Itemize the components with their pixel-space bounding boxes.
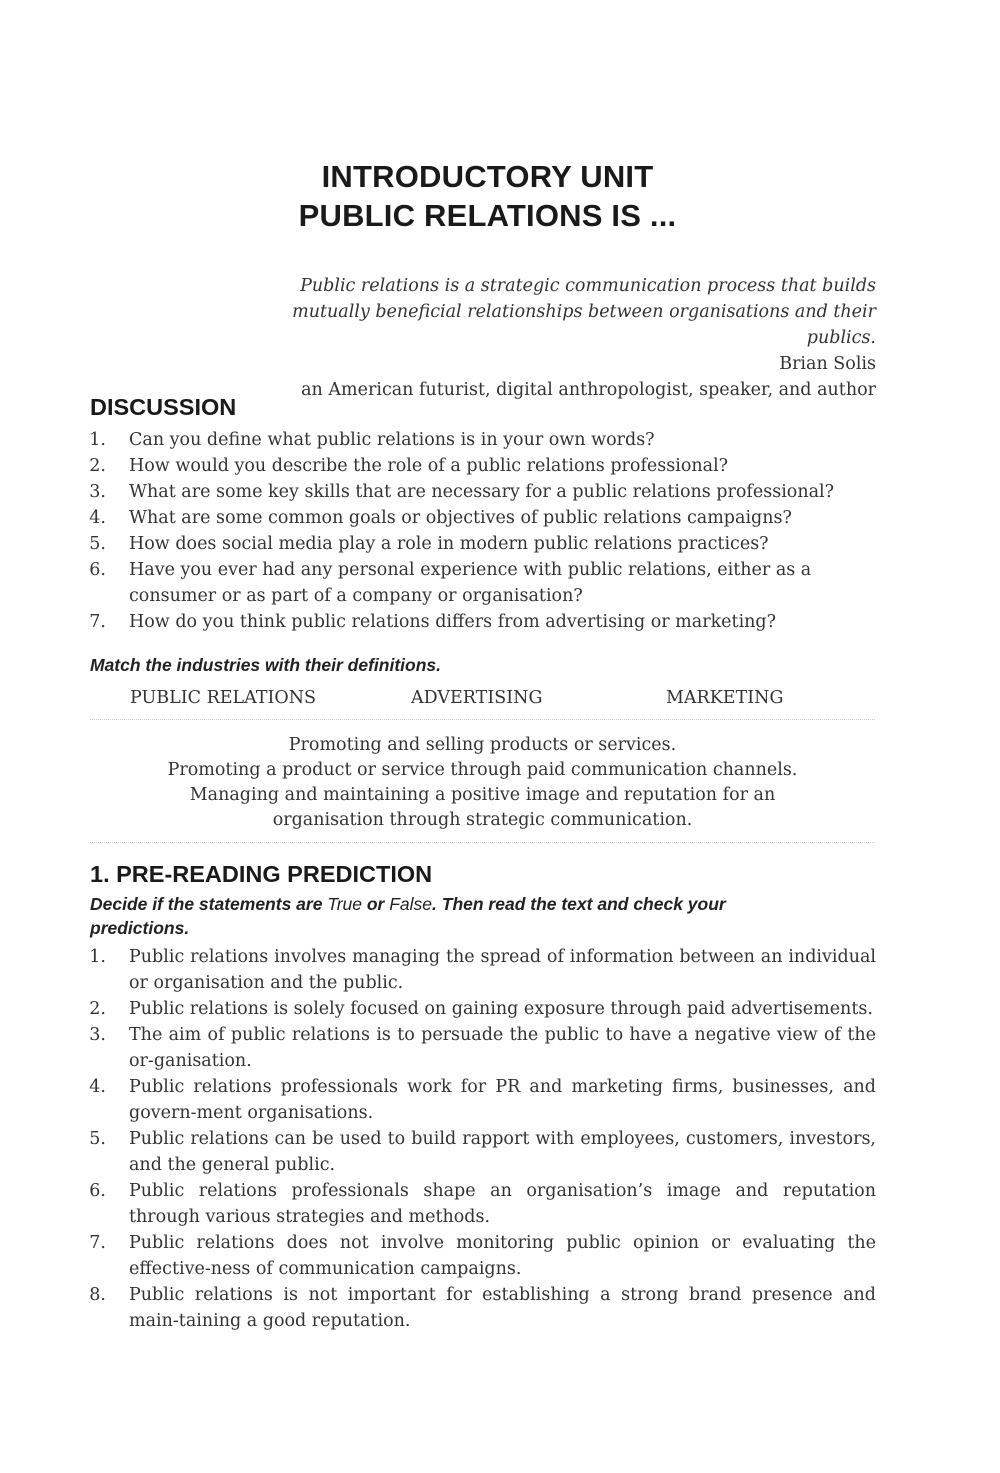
divider bbox=[90, 842, 875, 843]
discussion-question: 7. How do you think public relations differs from advertising or marketing? bbox=[89, 612, 777, 632]
statement-item: 1. Public relations involves managing the spread of information between an individual or organisation and the public. bbox=[89, 947, 876, 993]
statement-item: 6. Public relations professionals shape an organisation’s image and reputation through various strategies and methods. bbox=[89, 1181, 876, 1227]
term-public-relations: PUBLIC RELATIONS bbox=[130, 688, 317, 708]
epigraph-quote-line2: mutually beneficial relationships between organisations and their publics. bbox=[292, 302, 876, 348]
discussion-question: 6. Have you ever had any personal experience with public relations, either as a consumer or as part of a company or organisation? bbox=[89, 560, 812, 606]
unit-subtitle: PUBLIC RELATIONS IS ... bbox=[298, 198, 677, 233]
prereading-statements bbox=[86, 944, 876, 1334]
discussion-question: 1. Can you define what public relations is in your own words? bbox=[89, 430, 655, 450]
term-marketing: MARKETING bbox=[666, 688, 784, 708]
prereading-heading: 1. PRE-READING PREDICTION bbox=[90, 861, 433, 887]
epigraph-author-description: an American futurist, digital anthropologist, speaker, and author bbox=[301, 380, 876, 400]
discussion-heading: DISCUSSION bbox=[90, 394, 237, 420]
definition-item: Managing and maintaining a positive image and reputation for an organisation through strategic communication. bbox=[189, 785, 776, 830]
epigraph bbox=[236, 273, 876, 403]
discussion-question: 4. What are some common goals or objectives of public relations campaigns? bbox=[89, 508, 792, 528]
discussion-list bbox=[86, 427, 886, 635]
divider bbox=[90, 719, 875, 720]
prereading-instruction: Decide if the statements are True or False. Then read the text and check your predictions. bbox=[90, 894, 726, 938]
statement-item: 4. Public relations professionals work for PR and marketing firms, businesses, and govern-ment organisations. bbox=[89, 1077, 876, 1123]
matching-definitions bbox=[90, 733, 875, 833]
statement-item: 3. The aim of public relations is to persuade the public to have a negative view of the or-ganisation. bbox=[89, 1025, 876, 1071]
unit-title: INTRODUCTORY UNIT bbox=[321, 159, 654, 194]
definition-item: Promoting a product or service through paid communication channels. bbox=[167, 760, 798, 780]
statement-item: 5. Public relations can be used to build rapport with employees, customers, investors, and the general public. bbox=[89, 1129, 876, 1175]
epigraph-quote-line1: Public relations is a strategic communication process that builds bbox=[300, 276, 876, 296]
statement-item: 7. Public relations does not involve monitoring public opinion or evaluating the effective-ness of communication campaigns. bbox=[89, 1233, 876, 1279]
discussion-question: 5. How does social media play a role in modern public relations practices? bbox=[89, 534, 769, 554]
epigraph-author: Brian Solis bbox=[779, 354, 876, 374]
statement-item: 2. Public relations is solely focused on gaining exposure through paid advertisements. bbox=[89, 999, 873, 1019]
matching-instruction: Match the industries with their definitions. bbox=[90, 655, 441, 675]
term-advertising: ADVERTISING bbox=[411, 688, 543, 708]
discussion-question: 2. How would you describe the role of a public relations professional? bbox=[89, 456, 729, 476]
discussion-question: 3. What are some key skills that are necessary for a public relations professional? bbox=[89, 482, 835, 502]
statement-item: 8. Public relations is not important for establishing a strong brand presence and main-taining a good reputation. bbox=[89, 1285, 876, 1331]
definition-item: Promoting and selling products or services. bbox=[288, 735, 677, 755]
